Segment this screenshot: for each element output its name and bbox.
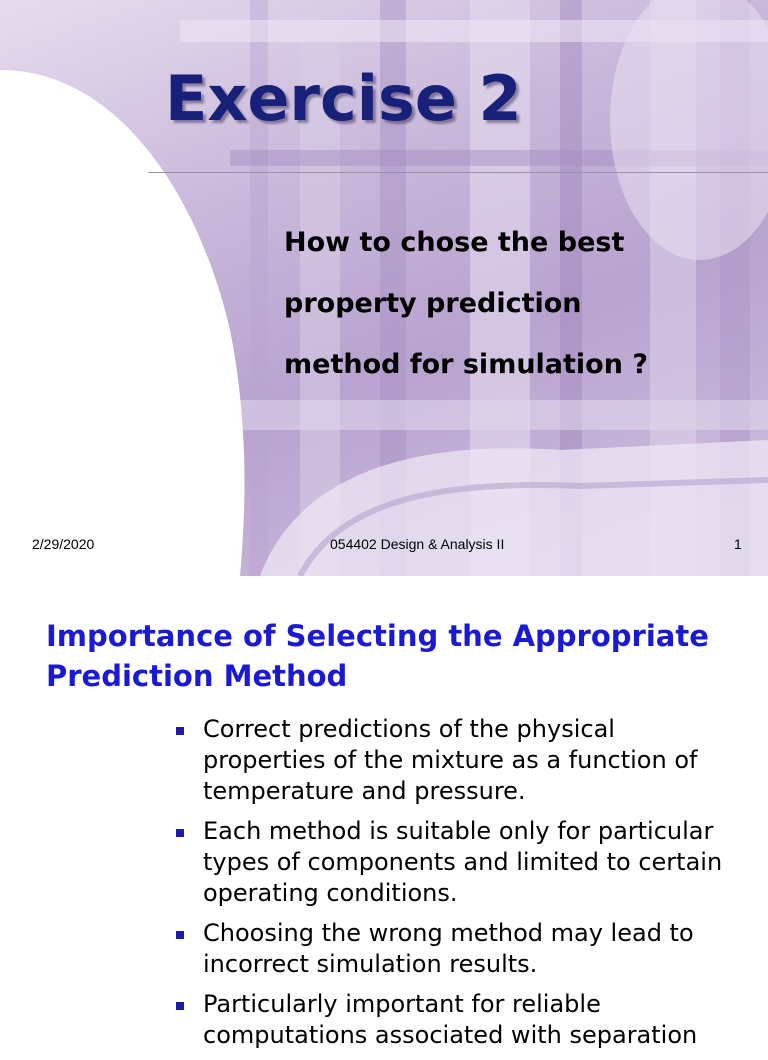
content-slide [0, 576, 768, 1049]
square-bullet-icon [176, 727, 184, 735]
list-item [176, 918, 736, 980]
bullet-line: properties of the mixture as a function of [203, 746, 698, 774]
list-item [176, 816, 736, 909]
bullet-line: Particularly important for reliable [203, 990, 601, 1018]
square-bullet-icon [176, 931, 184, 939]
slide-subtitle [284, 212, 724, 395]
bullet-line: Choosing the wrong method may lead to [203, 919, 694, 947]
subtitle-line: method for simulation ? [284, 349, 649, 380]
list-item [176, 714, 736, 807]
square-bullet-icon [176, 829, 184, 837]
bullet-line: Each method is suitable only for particular [203, 817, 714, 845]
title-divider [148, 172, 768, 173]
subtitle-line: property prediction [284, 288, 582, 319]
bullet-list [176, 714, 736, 1060]
bullet-line: incorrect simulation results. [203, 950, 538, 978]
square-bullet-icon [176, 1002, 184, 1010]
bullet-line: temperature and pressure. [203, 777, 526, 805]
slide-title: Exercise 2 [165, 62, 522, 135]
bullet-line: operating conditions. [203, 879, 458, 907]
slide-heading [46, 616, 746, 696]
subtitle-line: How to chose the best [284, 227, 625, 258]
footer-page-number: 1 [734, 536, 742, 552]
heading-line: Importance of Selecting the Appropriate [46, 619, 709, 653]
heading-line: Prediction Method [46, 659, 348, 693]
footer-date: 2/29/2020 [32, 536, 95, 552]
footer-course: 054402 Design & Analysis II [330, 536, 505, 552]
bullet-line: computations associated with separation [203, 1021, 698, 1049]
list-item [176, 989, 736, 1051]
bullet-line: Correct predictions of the physical [203, 715, 615, 743]
bullet-line: types of components and limited to certain [203, 848, 723, 876]
